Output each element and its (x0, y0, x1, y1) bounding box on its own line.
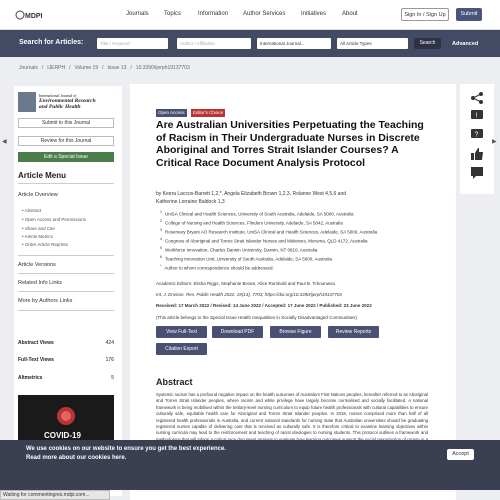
search-label: Search for Articles: (19, 39, 84, 46)
author-list[interactable] (156, 190, 426, 206)
article-title: Are Australian Universities Perpetuating the Teaching of Racism in Their Undergraduate Nurses in Discrete Aboriginal and Torres Strait Islander Courses? A Critical Race Document Analysis Protocol (156, 119, 424, 169)
menu-item-label: Open Access and Permissions (24, 217, 86, 222)
menu-item-metrics[interactable]: • Article Metrics (22, 234, 53, 239)
virus-icon (48, 403, 84, 429)
view-fulltext-button[interactable]: View Full-Text (156, 326, 207, 338)
question-icon[interactable] (470, 129, 484, 141)
review-for-journal-button[interactable]: Review for this Journal (18, 136, 114, 146)
publication-dates: Received: 17 March 2022 / Revised: 14 June 2022 / Accepted: 17 June 2022 / Published: 23 June 2022 (156, 303, 372, 308)
download-pdf-button[interactable]: Download PDF (212, 326, 263, 338)
journal-name-line1: International Journal of (39, 93, 77, 98)
fulltext-views-value: 176 (105, 357, 114, 363)
affiliation: * Author to whom correspondence should be addressed. (160, 264, 274, 271)
divider (18, 291, 114, 292)
article-versions-toggle[interactable]: Article Versions (18, 262, 56, 268)
covid-banner-label: COVID-19 (44, 431, 81, 440)
menu-item-label: Share and Cite (24, 226, 55, 231)
affiliation: $^2$ College of Nursing and Health Sciences, Flinders University, Adelaide, SA 5042, Australia (160, 219, 343, 226)
nav-initiatives[interactable]: Initiatives (301, 11, 327, 17)
affiliation: $^5$ Workforce Innovation, Charles Darwin University, Darwin, NT 0810, Australia (160, 246, 318, 253)
breadcrumb-sep: / (130, 65, 132, 71)
submit-button[interactable]: Submit (456, 8, 482, 21)
affiliation: $^1$ UniSA Clinical and Health Sciences, University of South Australia, Adelaide, SA 5000, Australia (160, 210, 354, 217)
review-reports-button[interactable]: Review Reports (328, 326, 379, 338)
breadcrumb-journals[interactable]: Journals (19, 65, 38, 71)
divider (18, 255, 114, 256)
nav-about[interactable]: About (342, 11, 358, 17)
more-by-authors-toggle[interactable]: More by Authors Links (18, 298, 73, 304)
menu-item-label: Article Metrics (24, 234, 53, 239)
citation[interactable]: Int. J. Environ. Res. Public Health 2022, 19(13), 7703; https://doi.org/10.3390/ijerph19137703 (156, 292, 342, 297)
affiliation: $^6$ Teaching Innovation Unit, University of South Australia, Adelaide, SA 5000, Australia (160, 255, 333, 262)
search-bar (0, 30, 500, 57)
breadcrumb-issue[interactable]: Issue 13 (107, 65, 127, 71)
mdpi-logo[interactable] (15, 8, 47, 22)
browse-figure-button[interactable]: Browse Figure (270, 326, 321, 338)
comment-icon[interactable] (470, 167, 484, 179)
advanced-search-link[interactable]: Advanced (452, 41, 479, 47)
menu-item-open-access[interactable]: • Open Access and Permissions (22, 217, 86, 222)
altmetrics-label: Altmetrics (18, 375, 43, 381)
share-icon[interactable] (470, 92, 484, 104)
affiliation: $^3$ Rosemary Bryant AO Research Institute, UniSA Clinical and Health Sciences, Adelaide, SA 5000, Australia (160, 228, 378, 235)
related-info-toggle[interactable]: Related Info Links (18, 280, 63, 286)
journal-name-line3: and Public Health (39, 104, 81, 110)
top-navigation (0, 0, 500, 30)
affiliation-text: Teaching Innovation Unit, University of South Australia, Adelaide, SA 5000, Australia (164, 256, 333, 262)
nav-information[interactable]: Information (198, 11, 229, 17)
svg-text:!: ! (475, 112, 478, 120)
affiliation-text: Workforce Innovation, Charles Darwin University, Darwin, NT 0810, Australia (164, 247, 318, 253)
edit-special-issue-button[interactable]: Edit a Special Issue (18, 152, 114, 162)
academic-editors: Academic Editors: Elisha Riggs, Stephanie Brown, Alice Rumbold and Paul B. Tchounwou (156, 281, 336, 286)
abstract-text: Systemic racism has a profound negative impact on the health outcomes of Australia's First Nations peoples, hereafter referred to as Aboriginal and Torres Strait Islander peoples, where racism and white privilege have largely become normalised and socially facilitated. A national framework is being mobilised within the tertiary-level nursing curriculum to equip future health professionals with cultural capabilities to ensure culturally safe, equitable health care for Aboriginal and Torres Strait Islander peoples. In 2019, nurses comprised more than half of all registered health professionals in Australia, and current national standards for nursing state that Australian universities should be graduating registered nurses capable of delivering care that is received as culturally safe. It is therefore critical to examine learning objectives within nursing curricula may lead to the reinforcement and teaching of racist ideologies to nursing students. This protocol outlines a framework and (156, 392, 428, 436)
accept-cookies-button[interactable]: Accept (447, 449, 474, 460)
cookie-message: We use cookies on our website to ensure you get the best experience. (26, 446, 226, 452)
submit-to-journal-button[interactable]: Submit to this Journal (18, 118, 114, 128)
affiliation-text: College of Nursing and Health Sciences, Flinders University, Adelaide, SA 5042, Australia (164, 220, 343, 226)
collapse-right-arrow-icon[interactable]: ▶ (492, 139, 497, 145)
author-affiliation-input[interactable]: Author / Affiliation (177, 38, 251, 49)
affiliation-text: Rosemary Bryant AO Research Institute, UniSA Clinical and Health Sciences, Adelaide, SA 5000, Australia (164, 229, 378, 235)
article-menu-title: Article Menu (18, 171, 67, 180)
journal-select[interactable]: International Journal... (257, 38, 331, 49)
affiliation-text: Author to whom correspondence should be addressed. (164, 265, 274, 271)
menu-item-share-cite[interactable]: • Share and Cite (22, 226, 55, 231)
signin-button[interactable]: Sign In / Sign Up (401, 8, 449, 21)
author-line-2[interactable]: Katherine Lorraine Baldock 1,3 (156, 199, 225, 205)
nav-journals[interactable]: Journals (126, 11, 149, 17)
search-button[interactable]: Search (414, 38, 441, 49)
affiliation-text: Congress of Aboriginal and Torres Strait Islander Nurses and Midwives, Moruma, QLD 4172, Australia (164, 238, 368, 244)
nav-topics[interactable]: Topics (164, 11, 182, 17)
menu-item-abstract[interactable]: • Abstract (22, 208, 42, 213)
breadcrumb-doi[interactable]: 10.3390/ijerph19137703 (135, 65, 190, 71)
special-issue-note[interactable]: (This article belongs to the Special Issue Health Inequalities in Socially Disadvantaged Communities) (156, 315, 357, 320)
thumbs-up-icon[interactable] (470, 148, 484, 160)
open-access-badge: Open Access (158, 110, 185, 115)
breadcrumb (19, 65, 194, 71)
abstract-heading: Abstract (156, 377, 193, 387)
author-line-1[interactable]: by Keera Laccos-Barrett 1,2,*, Angela Elizabeth Brown 1,2,3, Rolanne West 4,5,6 and (156, 191, 347, 197)
journal-logo[interactable] (18, 92, 114, 112)
abstract-views-value: 424 (105, 340, 114, 346)
collapse-left-arrow-icon[interactable]: ◀ (2, 139, 7, 145)
cookie-read-more-link[interactable]: Read more about our cookies here. (26, 455, 127, 461)
breadcrumb-sep: / (41, 65, 44, 71)
divider (18, 310, 114, 311)
breadcrumb-volume[interactable]: Volume 19 (74, 65, 99, 71)
menu-item-label: Abstract (24, 208, 42, 213)
divider (18, 183, 114, 184)
journal-cover-icon (18, 92, 36, 112)
menu-item-reprints[interactable]: • Order Article Reprints (22, 242, 68, 247)
menu-item-label: Order Article Reprints (24, 242, 68, 247)
title-keyword-input[interactable]: Title / Keyword (97, 38, 168, 49)
breadcrumb-sep: / (69, 65, 71, 71)
altmetrics-value: 5 (111, 375, 114, 381)
fulltext-views-label: Full-Text Views (18, 357, 54, 363)
article-overview-toggle[interactable]: Article Overview (18, 192, 58, 198)
editors-choice-badge: Editor's Choice (193, 110, 224, 115)
breadcrumb-sep: / (102, 65, 104, 71)
breadcrumb-ijerph[interactable]: IJERPH (47, 65, 66, 71)
svg-text:?: ? (474, 131, 479, 139)
svg-text:MDPI: MDPI (25, 13, 43, 20)
alert-icon[interactable] (470, 110, 484, 122)
article-type-select[interactable]: All Article Types (337, 38, 408, 49)
affiliation-text: UniSA Clinical and Health Sciences, University of South Australia, Adelaide, SA 5000, Australia (164, 211, 354, 217)
affiliation: $^4$ Congress of Aboriginal and Torres Strait Islander Nurses and Midwives, Moruma, QLD 4172, Australia (160, 237, 368, 244)
nav-author-services[interactable]: Author Services (243, 11, 286, 17)
citation-export-button[interactable]: Citation Export (156, 343, 207, 355)
abstract-views-label: Abstract Views (18, 340, 54, 346)
divider (18, 273, 114, 274)
browser-status-bar: Waiting for commentingres.mdpi.com... (0, 490, 110, 500)
journal-name-line2: Environmental Research (39, 98, 96, 104)
